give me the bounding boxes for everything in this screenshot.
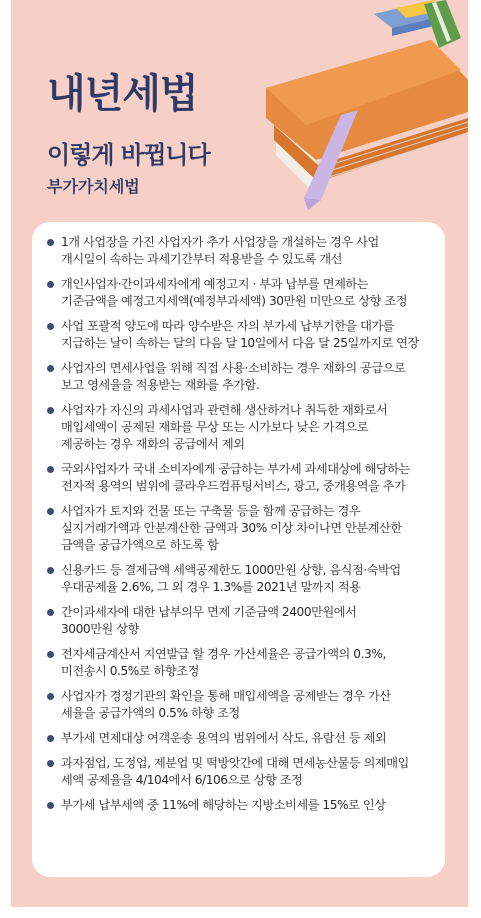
list-item-text: 3000만원 상향 bbox=[61, 622, 139, 636]
list-item-text: 보고 영세율을 적용받는 재화를 추가함. bbox=[61, 378, 260, 392]
bullet-icon bbox=[47, 466, 54, 473]
list-item bbox=[44, 318, 437, 352]
list-item-text: 제공하는 경우 재화의 공급에서 제외 bbox=[61, 437, 245, 451]
list-item-text: 개시일이 속하는 과세기간부터 적용받을 수 있도록 개선 bbox=[61, 252, 342, 266]
list-item-text: 사업자의 면세사업을 위해 직접 사용·소비하는 경우 재화의 공급으로 bbox=[61, 361, 406, 375]
list-item-text: 국외사업자가 국내 소비자에게 공급하는 부가세 과세대상에 해당하는 bbox=[61, 462, 410, 476]
list-item-text: 1개 사업장을 가진 사업자가 추가 사업장을 개설하는 경우 사업 bbox=[61, 235, 379, 249]
list-item-text: 사업자가 자신의 과세사업과 관련해 생산하거나 취득한 재화로서 bbox=[61, 403, 388, 417]
bullet-icon bbox=[47, 567, 54, 574]
bullet-icon bbox=[47, 760, 54, 767]
list-item-text: 부가세 납부세액 중 11%에 해당하는 지방소비세를 15%로 인상 bbox=[61, 798, 386, 812]
list-item-text: 간이과세자에 대한 납부의무 면제 기준금액 2400만원에서 bbox=[61, 605, 357, 619]
infographic-card bbox=[11, 0, 468, 907]
bullet-icon bbox=[47, 693, 54, 700]
list-item-text: 실지거래가액과 안분계산한 금액과 30% 이상 차이나면 안분계산한 bbox=[61, 521, 402, 535]
bullet-icon bbox=[47, 239, 54, 246]
bullet-icon bbox=[47, 365, 54, 372]
list-item bbox=[44, 797, 437, 814]
bullet-icon bbox=[47, 323, 54, 330]
list-item-text: 기준금액을 예정고지세액(예정부과세액) 30만원 미만으로 상향 조정 bbox=[61, 294, 408, 308]
page-title: 내년세법 bbox=[47, 71, 198, 117]
book-illustration bbox=[246, 0, 468, 210]
bullet-list bbox=[44, 234, 437, 822]
list-item bbox=[44, 461, 437, 495]
list-item-text: 전자세금계산서 지연발급 할 경우 가산세율은 공급가액의 0.3%, bbox=[61, 647, 386, 661]
list-item bbox=[44, 730, 437, 747]
bullet-icon bbox=[47, 407, 54, 414]
list-item-text: 미전송시 0.5%로 하향조정 bbox=[61, 664, 199, 678]
list-item bbox=[44, 646, 437, 680]
list-item-text: 사업자가 경정기관의 확인을 통해 매입세액을 공제받는 경우 가산 bbox=[61, 689, 391, 703]
bullet-icon bbox=[47, 609, 54, 616]
bullet-icon bbox=[47, 802, 54, 809]
list-item-text: 우대공제율 2.6%, 그 외 경우 1.3%를 2021년 말까지 적용 bbox=[61, 580, 361, 594]
page-subtitle: 이렇게 바뀝니다 bbox=[47, 141, 210, 169]
list-item-text: 부가세 면제대상 여객운송 용역의 범위에서 삭도, 유람선 등 제외 bbox=[61, 731, 387, 745]
bullet-icon bbox=[47, 281, 54, 288]
list-item-text: 개인사업자·간이과세자에게 예정고지 · 부과 납부를 면제하는 bbox=[61, 277, 369, 291]
category-label: 부가가치세법 bbox=[47, 177, 140, 196]
list-item-text: 세액 공제율을 4/104에서 6/106으로 상향 조정 bbox=[61, 773, 303, 787]
bullet-icon bbox=[47, 651, 54, 658]
list-item-text: 사업자가 토지와 건물 또는 구축물 등을 함께 공급하는 경우 bbox=[61, 504, 361, 518]
list-item bbox=[44, 402, 437, 453]
list-item bbox=[44, 503, 437, 554]
list-item bbox=[44, 234, 437, 268]
list-item-text: 세율을 공급가액의 0.5% 하향 조정 bbox=[61, 706, 240, 720]
list-item-text: 전자적 용역의 범위에 클라우드컴퓨팅서비스, 광고, 중개용역을 추가 bbox=[61, 479, 406, 493]
list-item bbox=[44, 604, 437, 638]
list-item-text: 과자점업, 도정업, 제분업 및 떡방앗간에 대해 면세농산물등 의제매입 bbox=[61, 756, 409, 770]
bullet-icon bbox=[47, 735, 54, 742]
list-item bbox=[44, 688, 437, 722]
bullet-icon bbox=[47, 508, 54, 515]
list-item bbox=[44, 360, 437, 394]
list-item-text: 매입세액이 공제된 재화를 무상 또는 시가보다 낮은 가격으로 bbox=[61, 420, 369, 434]
list-item-text: 신용카드 등 결제금액 세액공제한도 1000만원 상향, 음식점·숙박업 bbox=[61, 563, 401, 577]
list-item-text: 사업 포괄적 양도에 따라 양수받은 자의 부가세 납부기한을 대가를 bbox=[61, 319, 395, 333]
list-item bbox=[44, 276, 437, 310]
list-item-text: 지급하는 날이 속하는 달의 다음 달 10일에서 다음 달 25일까지로 연장 bbox=[61, 336, 419, 350]
list-item bbox=[44, 755, 437, 789]
bottom-stripe bbox=[11, 899, 468, 907]
list-item-text: 금액을 공급가액으로 하도록 함 bbox=[61, 538, 219, 552]
content-panel bbox=[32, 222, 445, 877]
list-item bbox=[44, 562, 437, 596]
